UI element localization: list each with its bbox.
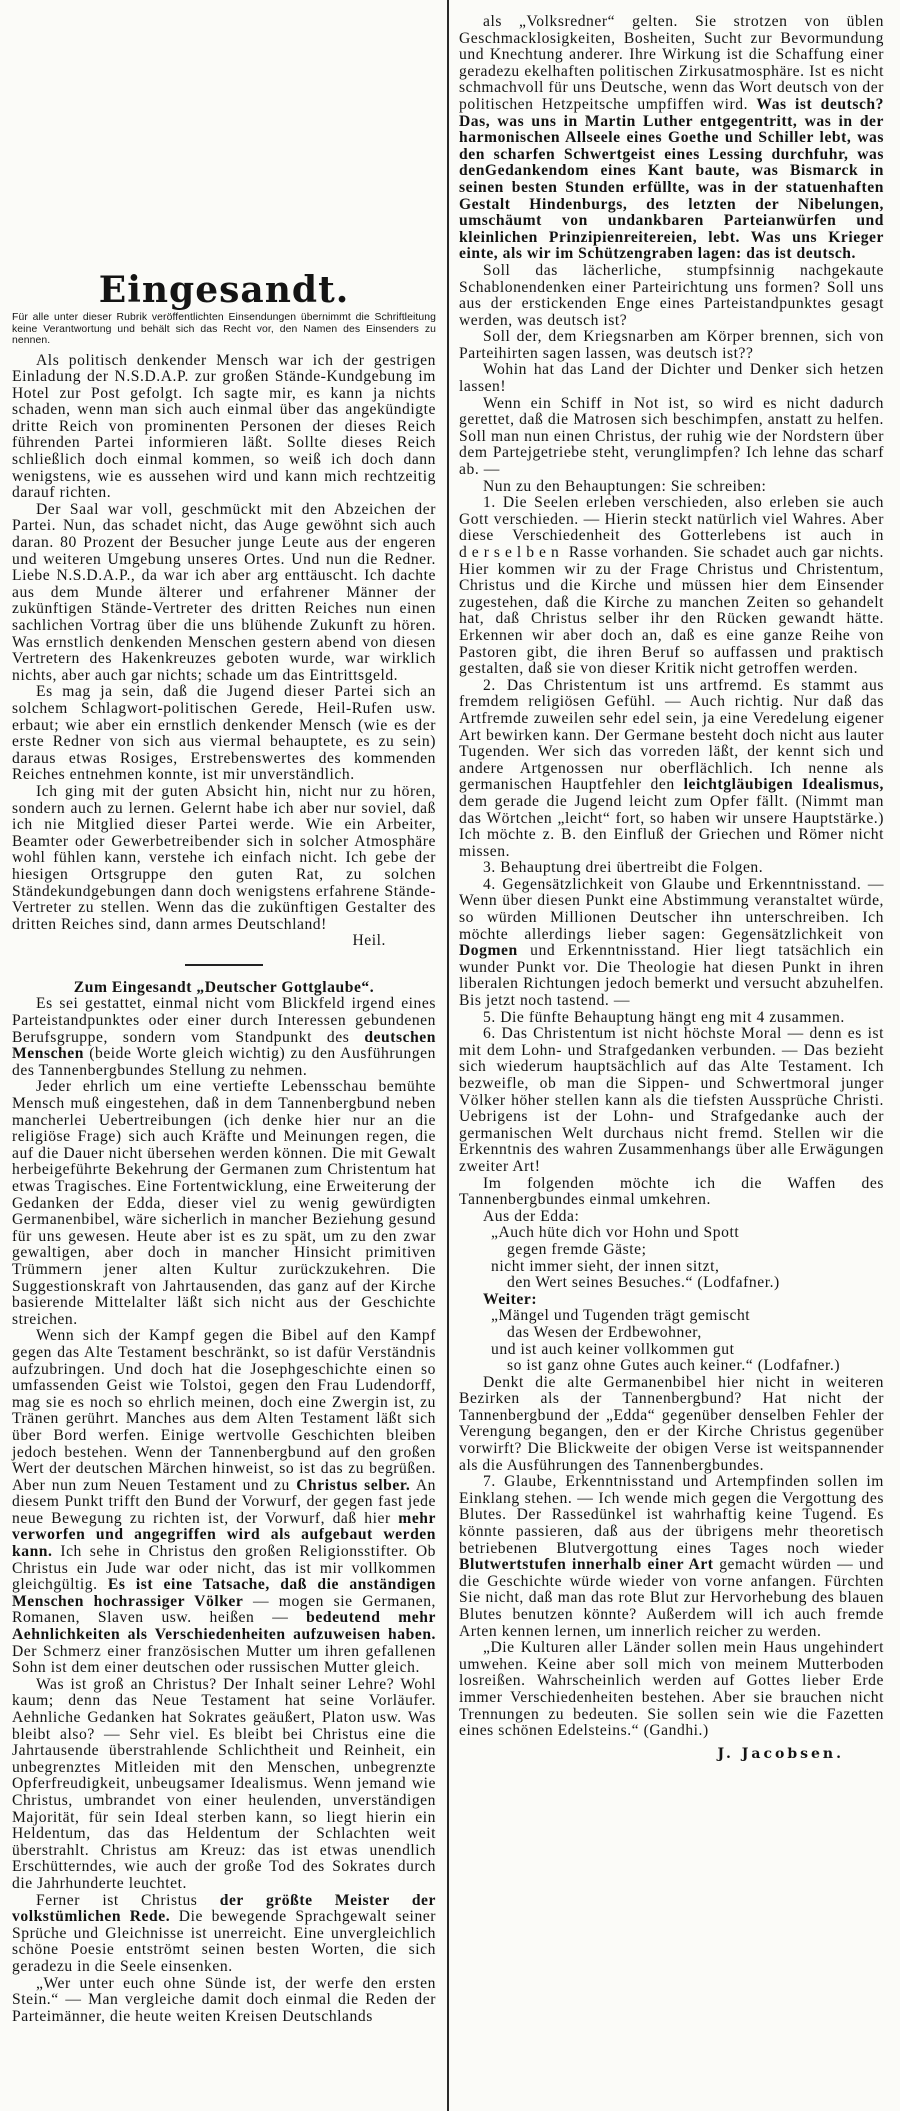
left-column: [12, 270, 436, 2025]
letter-2-body-start: [12, 996, 436, 2025]
verse-line: so ist ganz ohne Gutes auch keiner.“ (Lodfafner.): [507, 1357, 841, 1375]
text-run: „Wer unter euch ohne Sünde ist, der werfe den ersten Stein.“ — Man vergleiche damit doch einmal die Reden der Parteimänner, die heute weiten Kreisen Deutschlands: [12, 1974, 436, 2025]
text-run: Im folgenden möchte ich die Waffen des Tannenbergbundes einmal umkehren.: [459, 1174, 884, 1209]
text-run: dem gerade die Jugend leicht zum Opfer fällt. (Nimmt man das Wörtchen „leicht“ fort, so haben wir unsere Hauptstärke.) Ich möchte z. B. den Einfluß der Griechen und Römer nicht missen.: [459, 792, 884, 860]
paragraph: [459, 479, 884, 496]
paragraph: [459, 14, 884, 263]
text-run: Soll das lächerliche, stumpfsinnig nachgekaute Schablonendenken einer Parteirichtung uns formen? Soll uns aus der erstickenden Enge eines Parteistandpunktes gesagt werden, was deutsch ist?: [459, 261, 884, 329]
text-run: 7. Glaube, Erkenntnisstand und Artempfinden sollen im Einklang stehen. — Ich wende mich gegen die Vergottung des Blutes. Der Rassedünkel ist wahrhaftig keine Tugend. Es könnte passieren, daß aus der übrigens mehr theoretisch betriebenen Blutvergottung eines Tages noch wieder: [459, 1473, 884, 1557]
paragraph: [459, 877, 884, 1010]
paragraph: [459, 396, 884, 479]
text-run: 4. Gegensätzlichkeit von Glaube und Erkenntnisstand. — Wenn über diesen Punkt eine Abstimmung veranstaltet würde, so würden Millionen Deutscher ihn unterschreiben. Ich möchte allerdings lieber sagen: Gegensätzlichkeit von: [459, 875, 884, 943]
text-run: Rasse vorhanden. Sie schadet auch gar nichts. Hier kommen wir zu der Frage Christus und Christentum, Christus und die Kirche und müssen hier dem Einsender zugestehen, daß die Kirche zu manchen Zeiten so gehandelt hat, daß Christus selber ihr den Rücken gewandt hätte. Erkennen wir aber doch an, daß es eine ganze Reihe von Pastoren gibt, die ihren Beruf so auffassen und praktisch gestalten, daß sie von dieser Kritik nicht getroffen werden.: [459, 544, 884, 678]
text-run: (beide Worte gleich wichtig) zu den Ausführungen des Tannenbergbundes Stellung zu nehmen.: [12, 1045, 436, 1079]
text-run: und Erkenntnisstand. Hier liegt tatsächlich ein wunder Punkt vor. Die Theologie hat diesen Punkt in ihren liberalen Richtungen jedoch bemerkt und versucht abzuhelfen. Bis jetzt noch tastend. —: [459, 942, 884, 1010]
paragraph: [12, 353, 436, 502]
paragraph: [12, 1079, 436, 1328]
text-run: Denkt die alte Germanenbibel hier nicht in weiteren Bezirken als der Tannenbergbund? Hat nicht der Tannenbergbund der „Edda“ gegenüber denselben Fehler der Verengung begangen, den er der Kirche Christus gegenüber vorwirft? Die Blickweite der obigen Verse ist weitspannender als die Ausführungen des Tannenbergbundes.: [459, 1373, 884, 1474]
text-run: 2. Das Christentum ist uns artfremd. Es stammt aus fremdem religiösen Gefühl. — Auch richtig. Nur daß das Artfremde zuweilen sehr edel sein, ja eine Veredelung eigener Art bewirken kann. Der Germane besteht doch nicht aus lauter Tugenden. Wer sich das vorreden läßt, der kennt sich und andere Artgenossen nur oberflächlich. Ich nenne als germanischen Hauptfehler den: [459, 676, 884, 794]
paragraph: [459, 362, 884, 395]
text-run: „Die Kulturen aller Länder sollen mein Haus ungehindert umwehen. Keine aber soll mich von meinem Mutterboden losreißen. Wahrscheinlich werden auf Gottes lieber Erde immer Verschiedenheiten bestehen. Aber sie brauchen nicht Trennungen zu bedeuten. Sie sollen sein wie die Fazetten eines schönen Edelsteins.“ (Gandhi.): [459, 1639, 884, 1740]
text-run: Wenn ein Schiff in Not ist, so wird es nicht dadurch gerettet, daß die Matrosen sich beschimpfen, anstatt zu helfen. Soll man nun einen Christus, der ruhig wie der Nordstern über dem Partejgetriebe steht, verunglimpfen? Ich lehne das scharf ab. —: [459, 394, 884, 479]
text-run: Es mag ja sein, daß die Jugend dieser Partei sich an solchem Schlagwort-politischen Gerede, Heil-Rufen usw. erbaut; wie aber ein ernstlich denkender Mensch (wie es der erste Redner von sich aus viermal behauptete, es zu sein) daraus etwas Rosiges, Erstrebenswertes des kommenden Reiches entnehmen konnte, ist mir unverständlich.: [12, 683, 436, 784]
text-run: als „Volksredner“ gelten. Sie strotzen von üblen Geschmacklosigkeiten, Bosheiten, Sucht zur Bevormundung und Knechtung anderer. Ihre Wirkung ist die Schaffung einer geradezu ekelhaften politischen Zirkusatmosphäre. Ist es nicht schmachvoll für uns Deutsche, wenn das Wort deutsch von der politischen Hetzpeitsche umpfiffen wird.: [459, 13, 884, 113]
text-run: Wenn sich der Kampf gegen die Bibel auf den Kampf gegen das Alte Testament beschränkt, so ist dafür Verständnis aufzubringen. Und doch hat die Josephgeschichte einen so umfassenden Geist wie Tolstoi, gegen den Frau Ludendorff, mag sie es noch so ehrlich meinen, doch eine Zwergin ist, zu Tränen gerührt. Manches aus dem Alten Testament läßt sich über Bord werfen. Einige wertvolle Geschichten bleiben jedoch bestehen. Wenn der Tannenbergbund auf den großen Wert der deutschen Märchen hinweist, so ist das zu begrüßen. Aber nun zum Neuen Testament und zu: [12, 1327, 436, 1494]
text-run: gemacht würden — und die Geschichte würde wieder von vorne anfangen. Fürchten Sie nicht, daß man das rote Blut zur Hervorhebung des blauen Blutes benutzen könnte? Außerdem will ich auch fremde Arten kennen lernen, um innerlich reicher zu werden.: [459, 1556, 884, 1640]
verse-line: den Wert seines Besuches.“ (Lodfafner.): [507, 1274, 780, 1292]
text-run: Es sei gestattet, einmal nicht vom Blickfeld irgend eines Parteistandpunktes oder einer durch Interessen gebundenen Berufsgruppe, sondern vom Standpunkt des: [12, 995, 436, 1046]
paragraph: [459, 678, 884, 861]
paragraph: [459, 860, 884, 877]
verse-line: „Auch hüte dich vor Hohn und Spott: [491, 1224, 740, 1242]
section-title: Eingesandt.: [98, 269, 350, 311]
paragraph: [459, 1176, 884, 1209]
text-run: Der Saal war voll, geschmückt mit den Abzeichen der Partei. Nun, das schadet nicht, das Auge gewöhnt sich auch daran. 80 Prozent der Besucher junge Leute aus der engeren und weiteren Umgebung unseres Ortes. Und nun die Redner. Liebe N.S.D.A.P., da war ich aber arg enttäuscht. Ich dachte aus dem Munde älterer und erfahrener Männer der zukünftigen Stände-Vertreter des dritten Reiches nun einen sachlichen Vortrag über die uns blühende Zukunft zu hören. Was ernstlich denkenden Menschen gestern abend von diesen Vertretern des Hakenkreuzes geboten wurde, war wirklich nichts, aber auch gar nichts; schade um das Eintrittsgeld.: [12, 500, 436, 684]
further-label: Weiter:: [483, 1290, 538, 1308]
bold-text-run: der größte Meister der volkstümlichen Rede.: [12, 1891, 436, 1926]
text-run: Die bewegende Sprachgewalt seiner Sprüche und Gleichnisse ist unerreicht. Eine unvergleichlich schöne Poesie entströmt seinen besten Worten, die sich geradezu in die Seele einsenken.: [12, 1908, 436, 1975]
edda-verse-2: [459, 1308, 884, 1374]
paragraph: [459, 263, 884, 329]
paragraph: [12, 1893, 436, 1976]
letter-2-heading: Zum Eingesandt „Deutscher Gottglaube“.: [73, 978, 375, 996]
paragraph: [459, 495, 884, 678]
paragraph: [12, 502, 436, 685]
text-run: Jeder ehrlich um eine vertiefte Lebensschau bemühte Mensch muß eingestehen, daß in dem Tannenbergbund neben mancherlei Uebertreibungen (ich denke hier nur an die religiöse Frage) sich auch Kräfte und Meinungen regen, die auf die Dauer nicht übersehen werden können. Die mit Gewalt herbeigeführte Bekehrung der Germanen zum Christentum hat etwas Tragisches. Eine Fortentwicklung, eine Erweiterung der Gedanken der Edda, dieser viel zu wenig gewürdigten Germanenbibel, wäre sicherlich in mancher Beziehung gesund für uns gewesen. Heute aber ist es zu spät, um zu den zwar gewaltigen, aber doch in mancher Hinsicht primitiven Trümmern jener alten Kultur zurückzukehren. Die Suggestionskraft von Jahrtausenden, das ganz auf der Kirche basierende Mittelalter läßt sich nicht aus der Geschichte streichen.: [12, 1078, 436, 1328]
letter-2-body-continued: [459, 14, 884, 1209]
paragraph: [459, 1026, 884, 1175]
paragraph: [459, 1375, 884, 1475]
bold-text-run: Was ist deutsch? Das, was uns in Martin Luther entgegentritt, was in der harmonischen Allseele eines Goethe und Schiller lebt, was den scharfen Schwertgeist eines Lessing durchfuhr, was denGedankendom eines Kant baute, was Bismarck in seinen besten Stunden erfüllte, was in der statuenhaften Gestalt Hindenburgs, des letzten der Nibelungen, umschäumt von undankbaren Parteianwürfen und kleinlichen Prinzipienreitereien, lebt. Was uns Krieger einte, als wir im Schützengraben lagen: das ist deutsch.: [459, 95, 884, 263]
text-run: 3. Behauptung drei übertreibt die Folgen.: [483, 859, 764, 877]
paragraph: [12, 1976, 436, 2026]
text-run: Was ist groß an Christus? Der Inhalt seiner Lehre? Wohl kaum; denn das Neue Testament hat seine Vorläufer. Aehnliche Gedanken hat Sokrates geäußert, Platon usw. Was bleibt also? — Sehr viel. Es bleibt bei Christus eine die Jahrtausende überstrahlende Schlichtheit und Reinheit, ein unbegrenztes Mitleiden mit den Menschen, unbegrenzte Opferfreudigkeit, unbeugsamer Idealismus. Wenn jemand wie Christus, umbrandet von einer heulenden, unverständigen Majorität, für sein Ideal sterben kann, so liegt hierin ein Heldentum, das das Heldentum der Schlachten weit überstrahlt. Christus am Kreuz: das ist etwas unendlich Erschütterndes, wie auch der große Tod des Sokrates durch die Jahrhunderte leuchtet.: [12, 1675, 436, 1892]
paragraph: [459, 1010, 884, 1027]
column-rule: [447, 0, 449, 2111]
paragraph: [12, 996, 436, 1079]
bold-text-run: Dogmen: [459, 942, 518, 960]
right-column: [459, 14, 884, 1762]
letter-1-body: [12, 353, 436, 934]
verse-line: und ist auch keiner vollkommen gut: [491, 1340, 735, 1358]
text-run: Als politisch denkender Mensch war ich der gestrigen Einladung der N.S.D.A.P. zur großen Stände-Kundgebung im Hotel zur Post gefolgt. Ich sagte mir, es kann ja nichts schaden, wenn man sich auch einmal über das angekündigte dritte Reich von prominenten Personen der dieses Reich führenden Partei informieren läßt. Sollte dieses Reich schließlich doch einmal kommen, so weiß ich doch dann wenigstens, wie es aussehen wird und kann mich rechtzeitig darauf richten.: [12, 351, 436, 502]
text-run: — mogen sie Germanen, Romanen, Slaven usw. heißen —: [12, 1592, 437, 1627]
bold-text-run: mehr verworfen und angegriffen wird als aufgebaut werden kann.: [12, 1509, 436, 1561]
paragraph: [12, 1677, 436, 1893]
paragraph: [459, 1474, 884, 1640]
text-run: Ich sehe in Christus den großen Religionsstifter. Ob Christus ein Jude war oder nicht, das ist mir vollkommen gleichgültig.: [12, 1543, 436, 1594]
author-signature: J. Jacobsen.: [717, 1745, 844, 1762]
text-run: Nun zu den Behauptungen: Sie schreiben:: [483, 477, 767, 495]
text-run: Ich ging mit der guten Absicht hin, nicht nur zu hören, sondern auch zu lernen. Gelernt habe ich aber nur soviel, daß ich nie Mitglied dieser Partei werde. Wie ein Arbeiter, Beamter oder Gewerbetreibender sich in solcher Atmosphäre wohl fühlen kann, verstehe ich einfach nicht. Ich gebe der hiesigen Ortsgruppe den guten Rat, zu solchen Ständekundgebungen dann doch wenigstens erfahrene Stände-Vertreter zu stellen. Wenn das die zukünftigen Gestalter des dritten Reiches sind, dann armes Deutschland!: [12, 782, 436, 933]
bold-text-run: leichtgläubigen Idealismus,: [683, 776, 884, 794]
verse-line: das Wesen der Erdbewohner,: [507, 1323, 702, 1341]
edda-verse-1: [459, 1225, 884, 1291]
verse-line: „Mängel und Tugenden trägt gemischt: [491, 1307, 751, 1325]
text-run: Wohin hat das Land der Dichter und Denker sich hetzen lassen!: [459, 361, 884, 396]
bold-text-run: Christus selber.: [296, 1476, 411, 1494]
paragraph: [12, 684, 436, 784]
editorial-disclaimer: Für alle unter dieser Rubrik veröffentlichten Einsendungen übernimmt die Schriftleitung keine Verantwortung und behält sich das Recht vor, den Namen des Einsenders zu nennen.: [12, 312, 436, 346]
bold-text-run: Es ist eine Tatsache, daß die anständigen Menschen hochrassiger Völker: [12, 1576, 436, 1610]
text-run: Ferner ist Christus: [36, 1891, 220, 1909]
paragraph: [459, 1640, 884, 1740]
letter-1-signature: Heil.: [352, 932, 386, 950]
text-run: Soll der, dem Kriegsnarben am Körper brennen, sich von Parteihirten sagen lassen, was deutsch ist??: [459, 328, 884, 362]
paragraph: [12, 784, 436, 933]
paragraph: [459, 329, 884, 362]
bold-text-run: bedeutend mehr Aehnlichkeiten als Verschiedenheiten aufzuweisen haben.: [12, 1609, 436, 1644]
text-run: 6. Das Christentum ist nicht höchste Moral — denn es ist mit dem Lohn- und Strafgedanken verbunden. — Das bezieht sich wiederum hauptsächlich auf das Alte Testament. Ich bezweifle, ob man die Sippen- und Schwertmoral junger Völker höher stellen kann als die tiefsten Aussprüche Christi. Uebrigens ist der Lohn- und Strafgedanke auch der germanischen Welt durchaus nicht fremd. Stellen wir die Erkenntnis des wahren Zusammenhangs über alle Erwägungen zweiter Art!: [459, 1025, 884, 1175]
bold-text-run: deutschen Menschen: [12, 1028, 436, 1063]
divider: [185, 964, 263, 966]
text-run: 1. Die Seelen erleben verschieden, also erleben sie auch Gott verschieden. — Hierin steckt natürlich viel Wahres. Aber diese Verschiedenheit des Gotterlebens ist auch in: [459, 494, 884, 545]
letter-2-body-end: [459, 1375, 884, 1740]
bold-text-run: Blutwertstufen innerhalb einer Art: [459, 1556, 714, 1574]
text-run: An diesem Punkt trifft den Bund der Vorwurf, der gegen fast jede neue Bewegung zu richten ist, der Vorwurf, daß hier: [12, 1476, 436, 1527]
text-run: 5. Die fünfte Behauptung hängt eng mit 4 zusammen.: [483, 1008, 845, 1026]
verse-line: nicht immer sieht, der innen sitzt,: [491, 1257, 720, 1275]
spaced-text-run: derselben: [459, 544, 564, 561]
edda-label: Aus der Edda:: [483, 1207, 580, 1225]
text-run: Der Schmerz einer französischen Mutter um ihren gefallenen Sohn ist dem einer deutschen oder russischen Mutter gleich.: [12, 1642, 436, 1677]
paragraph: [12, 1328, 436, 1676]
verse-line: gegen fremde Gäste;: [507, 1240, 647, 1258]
